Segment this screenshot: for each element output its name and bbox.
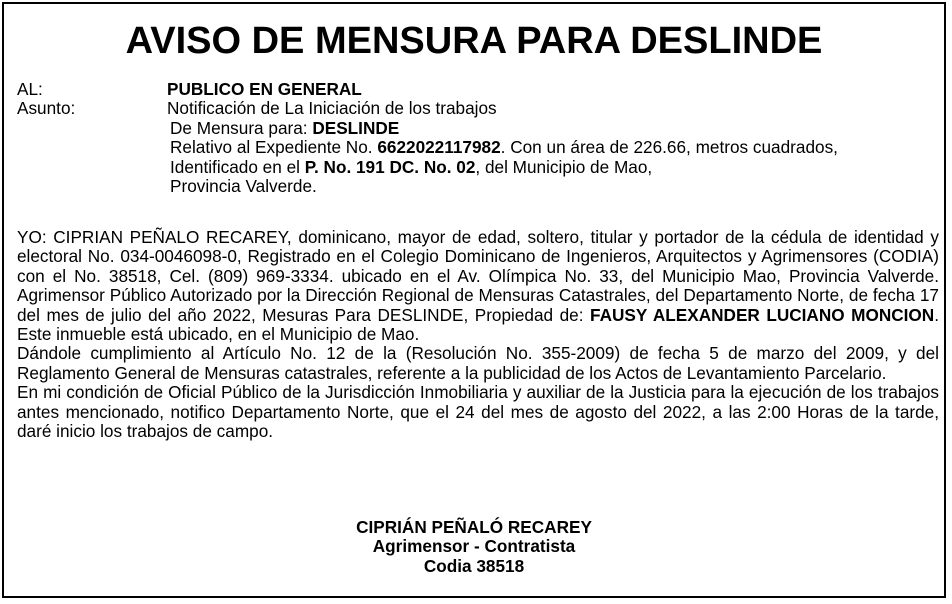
signature-block — [4, 518, 944, 576]
paragraph-1 — [17, 228, 939, 344]
asunto-row — [17, 99, 937, 118]
line4-prefix: Identificado en el — [170, 156, 305, 177]
signature-codia: Codia 38518 — [423, 555, 525, 576]
asunto-line3 — [17, 138, 937, 157]
line3-suffix: . Con un área de 226.66, metros cuadrados, — [500, 137, 838, 158]
al-row — [17, 80, 937, 99]
line4-suffix: , del Municipio de Mao, — [475, 156, 653, 177]
al-value: PUBLICO EN GENERAL — [167, 79, 362, 99]
p1-text-a: YO: CIPRIAN PEÑALO RECAREY, dominicano, mayor de edad, soltero, titular y portador de la cédula de identidad y electoral No. 034-0046098-0, Registrado en el Colegio Dominicano de Ingenieros, Arquitectos y Agrimensores (CODIA) con el No. 38518, Cel. (809) 969-3334. ubicado en el Av. Olímpica No. 33, del Municipio Mao, Provincia Valverde. Agrimensor Público Autorizado por la Dirección Regional de Mensuras Catastrales, del Departamento Norte, de fecha 17 del mes de julio del año 2022, Mesuras Para DESLINDE, Propiedad de: — [17, 227, 939, 325]
asunto-line2 — [17, 119, 937, 138]
line3-prefix: Relativo al Expediente No. — [170, 137, 378, 158]
signature-role: Agrimensor - Contratista — [372, 536, 576, 557]
parcel-number: P. No. 191 DC. No. 02 — [304, 156, 476, 177]
line2-prefix: De Mensura para: — [170, 117, 313, 138]
signature-name: CIPRIÁN PEÑALÓ RECAREY — [356, 517, 592, 537]
p1-text-b: . Este inmueble está ubicado, en el Municipio de Mao. — [17, 304, 939, 345]
line2-bold: DESLINDE — [312, 117, 400, 138]
notice-title: AVISO DE MENSURA PARA DESLINDE — [125, 20, 823, 62]
notice-body — [17, 228, 939, 441]
expediente-number: 6622022117982 — [377, 137, 501, 158]
paragraph-2: Dándole cumplimiento al Artículo No. 12 de la (Resolución No. 355-2009) de fecha 5 de marzo del 2009, y del Reglamento General de Mensuras catastrales, referente a la publicidad de los Actos de Levantamiento Parcelario. — [17, 343, 939, 383]
owner-name: FAUSY ALEXANDER LUCIANO MONCION — [590, 304, 935, 325]
line5-text: Provincia Valverde. — [170, 175, 317, 196]
notice-document — [2, 2, 946, 598]
asunto-label: Asunto: — [17, 98, 76, 119]
notice-header — [17, 80, 937, 196]
paragraph-3: En mi condición de Oficial Público de la Jurisdicción Inmobiliaria y auxiliar de la Justicia para la ejecución de los trabajos antes mencionado, notifico Departamento Norte, que el 24 del mes de agosto del 2022, a las 2:00 Horas de la tarde, daré inicio los trabajos de campo. — [17, 382, 939, 442]
al-label: AL: — [17, 79, 43, 99]
asunto-line4 — [17, 158, 937, 177]
asunto-line5 — [17, 177, 937, 196]
asunto-line1: Notificación de La Iniciación de los trabajos — [167, 98, 497, 119]
